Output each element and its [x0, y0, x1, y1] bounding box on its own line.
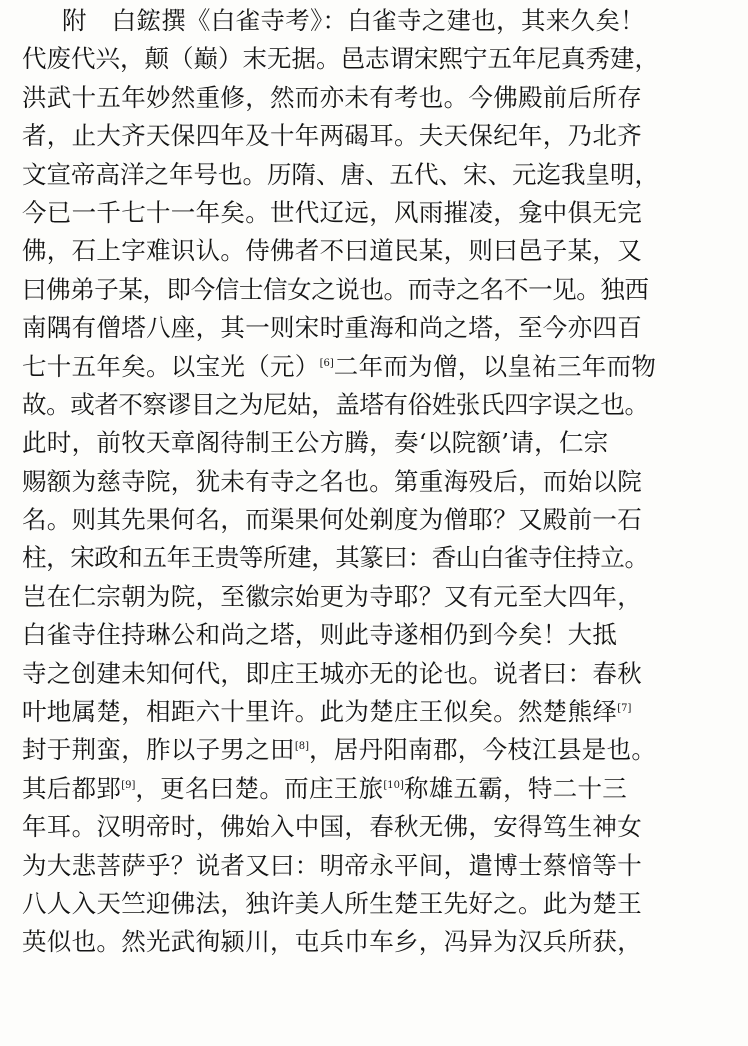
footnote-ref: [9]	[121, 779, 136, 791]
text-line: 代废代兴，颠（巅）末无据。邑志谓宋熙宁五年尼真秀建，	[22, 44, 659, 74]
text-line: 者，止大齐天保四年及十年两碣耳。夫天保纪年，乃北齐	[22, 121, 642, 151]
text-line: 此时，前牧天章阁待制王公方腾，奏‘以院额’请，仁宗	[22, 428, 609, 458]
text-line: 洪武十五年妙然重修，然而亦未有考也。今佛殿前后所存	[22, 82, 642, 112]
text-line: 曰佛弟子某，即今信士信女之说也。而寺之名不一见。独西	[22, 274, 649, 304]
text-line: 名。则其先果何名，而渠果何处剃度为僧耶？又殿前一石	[22, 505, 642, 535]
text-line: 白雀寺住持琳公和尚之塔，则此寺遂相仍到今矣！大抵	[22, 620, 618, 650]
document-heading: 附 白鋐撰《白雀寺考》：白雀寺之建也，其来久矣！	[62, 6, 645, 35]
text-line: 岂在仁宗朝为院，至徽宗始更为寺耶？又有元至大四年，	[22, 581, 642, 611]
text-line: 叶地属楚，相距六十里许。此为楚庄王似矣。然楚熊绎[7]	[22, 697, 632, 727]
text-line: 为大悲菩萨乎？说者又曰：明帝永平间，遣博士蔡愔等十	[22, 850, 642, 880]
text-line: 封于荆蛮，胙以子男之田[8]，居丹阳南郡，今枝江县是也。	[22, 735, 657, 765]
text-line: 文宣帝高洋之年号也。历隋、唐、五代、宋、元迄我皇明，	[22, 159, 659, 189]
document-body	[22, 2, 738, 962]
text-line: 赐额为慈寺院，犹未有寺之名也。第重海殁后，而始以院	[22, 466, 642, 496]
footnote-ref: [10]	[383, 779, 404, 791]
text-line: 七十五年矣。以宝光（元）[6]二年而为僧，以皇祐三年而物	[22, 351, 657, 381]
footnote-ref: [8]	[294, 741, 309, 753]
text-line: 南隅有僧塔八座，其一则宋时重海和尚之塔，至今亦四百	[22, 313, 642, 343]
text-line: 今已一千七十一年矣。世代辽远，风雨摧凌，龛中俱无完	[22, 197, 642, 227]
text-line: 年耳。汉明帝时，佛始入中国，春秋无佛，安得笃生神女	[22, 812, 642, 842]
footnote-ref: [7]	[617, 702, 632, 714]
text-line: 佛，石上字难识认。侍佛者不曰道民某，则曰邑子某，又	[22, 236, 642, 266]
text-line: 故。或者不察谬目之为尼姑，盖塔有俗姓张氏四字误之也。	[22, 389, 649, 419]
text-line: 英似也。然光武徇颍川，屯兵巾车乡，冯异为汉兵所获，	[22, 927, 642, 957]
text-line: 八人入天竺迎佛法，独许美人所生楚王先好之。此为楚王	[22, 888, 642, 918]
text-line: 其后都郢[9]，更名曰楚。而庄王旅[10]称雄五霸，特二十三	[22, 773, 628, 803]
text-line: 柱，宋政和五年王贵等所建，其篆曰：香山白雀寺住持立。	[22, 543, 649, 573]
footnote-ref: [6]	[319, 357, 334, 369]
text-line: 寺之创建未知何代，即庄王城亦无的论也。说者曰：春秋	[22, 658, 642, 688]
